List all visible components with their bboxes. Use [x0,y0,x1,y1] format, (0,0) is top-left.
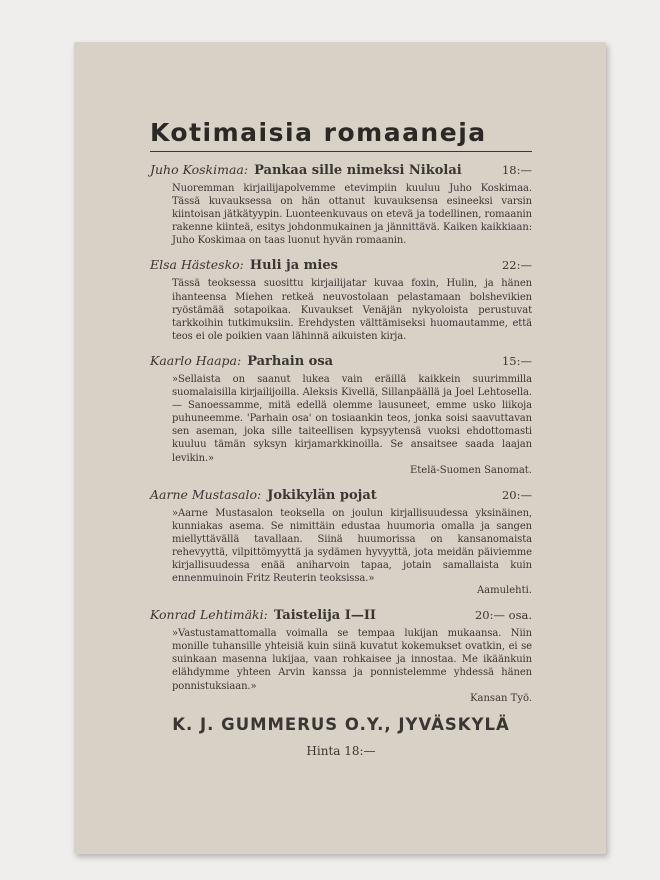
book-description: Nuoremman kirjailijapolvemme etevimpiin kuuluu Juho Koskimaa. Tässä kuvauksessa on hän ottanut kuvauksensa esineeksi varsin kiintoisan jätkätyypin. Luonteenkuvaus on etevä ja todellinen, romaanin rakenne kiinteä, esitys johdonmukainen ja jännittävä. Kaiken kaikkiaan: Juho Koskimaa on taas luonut hyvän romaanin. [172,183,532,247]
book-title: Huli ja mies [249,258,338,274]
book-price: 20:— osa. [474,608,532,623]
book-entry [150,162,532,247]
review-quote: »Vastustamattomalla voimalla se tempaa lukijan mukaansa. Niin monille tuhansille yhteisiä kuin siinä kuvatut kokemukset ovatkin, ei se suinkaan masenna lukijaa, vaan rohkaisee ja innostaa. Me ikäänkuin elähdymme yhteen Arvin kanssa ja ponnistelemme yhdessä hänen ponnistuksiaan.» [172,628,532,692]
review-source: Etelä-Suomen Sanomat. [409,464,532,476]
book-entry-header [150,162,532,178]
page-title: Kotimaisia romaaneja [150,118,487,147]
book-price: 22:— [501,258,532,273]
book-entry [150,607,532,704]
book-title: Parhain osa [247,353,334,369]
book-title: Taistelija I—II [273,608,377,624]
book-entry [150,257,532,342]
book-entry-header [150,607,532,623]
book-author: Aarne Mustasalo: [150,486,262,502]
book-entry-header [150,353,532,369]
book-entry [150,353,532,477]
book-entry [150,487,532,598]
book-entry-header [150,487,532,503]
book-title: Jokikylän pojat [267,487,377,503]
cover-text [150,118,532,758]
book-title: Pankaa sille nimeksi Nikolai [254,163,462,178]
book-price: 15:— [501,353,532,368]
book-description: Tässä teoksessa suosittu kirjailijatar kuvaa foxin, Hulin, ja hänen ihanteensa Miehen retkeä neuvostolaan pelastamaan bolshevikien ryöstämää sotapoikaa. Kuvaukset Venäjän nykyoloista perustuvat tarkkoihin tutkimuksiin. Erehdysten välttämiseksi huomautamme, että teos ei ole poikien vaan lähinnä aikuisten kirja. [172,278,532,342]
heading-rule [150,151,532,152]
book-author: Konrad Lehtimäki: [150,607,268,623]
publisher-name: K. J. GUMMERUS O.Y., JYVÄSKYLÄ [172,714,510,734]
book-author: Juho Koskimaa: [150,162,249,177]
book-author: Kaarlo Haapa: [150,352,242,368]
review-quote: »Sellaista on saanut lukea vain eräillä kaikkein suurimmilla suomalaisilla kirjailijoilla. Aleksis Kivellä, Sillanpäällä ja Joel Lehtosella. — Sanoessamme, mitä edellä olemme lausuneet, emme usko liikoja puhuneemme. 'Parhain osa' on tosiaankin teos, jonka soisi saavuttavan sen aseman, joka sille taiteellisen kypsyytensä vuoksi ehdottomasti kuuluu tämän syksyn kirjamarkkinoilla. Se ansaitsee saada laajan levikin.» [172,373,532,464]
review-quote: »Aarne Mustasalon teoksella on joulun kirjallisuudessa yksinäinen, kunniakas asema. Se nimittäin edustaa huumoria omalla ja sangen miellyttävällä tavallaan. Siinä huumorissa on kansanomaista rehevyyttä, vilpittömyyttä ja sydämen hyvyyttä, jota meidän päiviemme kirjallisuudessa enää aniharvoin tapaa, jotain samallaista kuin ennenmuinoin Fritz Reuterin teoksissa.» [172,507,532,585]
book-entry-header [150,257,532,273]
review-source: Aamulehti. [476,585,532,597]
book-author: Elsa Hästesko: [150,257,244,273]
book-price: 20:— [501,487,532,502]
book-price: 18:— [501,163,532,177]
review-source: Kansan Työ. [470,692,532,704]
book-price-label: Hinta 18:— [306,743,376,758]
